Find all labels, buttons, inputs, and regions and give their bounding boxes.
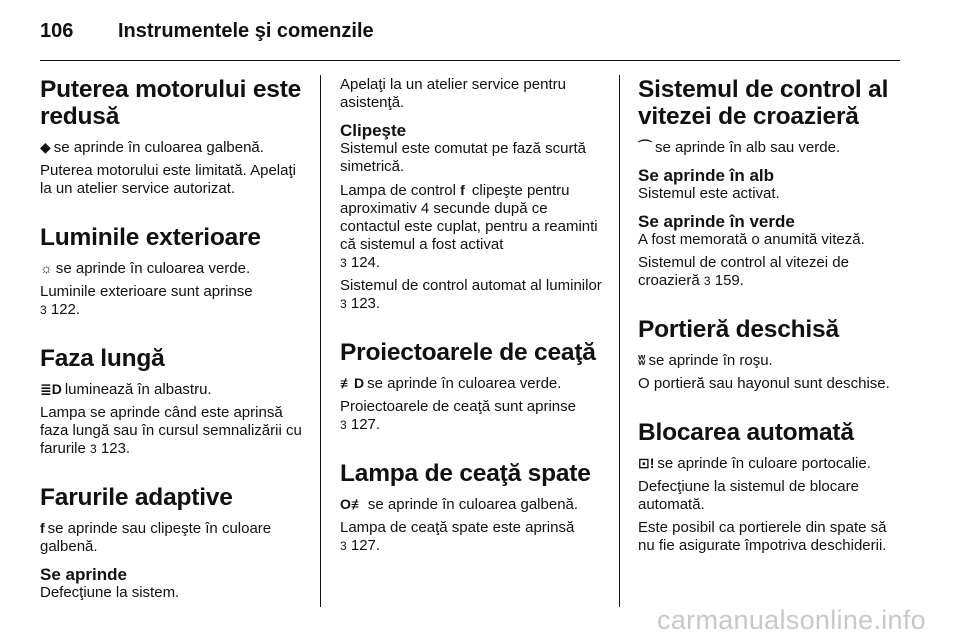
section-text — [340, 398, 608, 434]
section-text — [40, 380, 308, 399]
subsection-title: Se aprinde — [40, 565, 127, 584]
watermark: carmanualsonline.info — [657, 605, 926, 635]
section-text — [40, 283, 308, 319]
section-title-door-open: Portieră deschisă — [638, 316, 839, 343]
section-text — [638, 254, 906, 290]
section-text-line: Proiectoarele de ceaţă sunt aprinse — [340, 398, 576, 415]
section-text: Sistemul este activat. — [638, 185, 780, 202]
subsection-title: Se aprinde în alb — [638, 166, 775, 185]
section-title-high-beam: Faza lungă — [40, 345, 165, 372]
page-ref-link[interactable]: 127. — [350, 416, 381, 433]
rear-fog-icon: O≢ — [340, 496, 365, 512]
section-text — [638, 454, 906, 473]
section-text-line: se aprinde sau clipeşte în culoare galbenă. — [40, 520, 272, 555]
page-number: 106 — [40, 20, 74, 42]
column-2 — [340, 76, 608, 560]
page-ref-link[interactable]: 159. — [714, 272, 744, 289]
page-title: Instrumentele şi comenzile — [118, 20, 374, 42]
section-text-line: se aprinde în culoare portocalie. — [657, 455, 871, 472]
section-title-rear-fog: Lampa de ceaţă spate — [340, 460, 591, 487]
high-beam-icon: ≣D — [40, 381, 62, 397]
page-ref-link[interactable]: 123. — [350, 295, 381, 312]
auto-lock-icon: ⊡! — [638, 455, 655, 471]
section-text: Puterea motorului este limitată. Apelaţi la un atelier service autorizat. — [40, 162, 296, 197]
section-text — [340, 519, 608, 555]
section-text-line: se aprinde în culoarea verde. — [55, 260, 251, 277]
page-ref-link[interactable]: 127. — [350, 537, 381, 554]
section-text-line: se aprinde în roşu. — [648, 352, 773, 369]
section-text: Defecţiune la sistemul de blocare automată. — [638, 478, 859, 513]
adaptive-headlight-icon: f — [40, 520, 45, 536]
section-title-exterior-lights: Luminile exterioare — [40, 224, 261, 251]
column-divider-1 — [320, 75, 321, 607]
section-text — [638, 138, 906, 157]
section-text — [40, 404, 308, 458]
section-text — [340, 495, 608, 514]
section-text-line: Sistemul de control automat al luminilor — [340, 277, 602, 294]
section-text-line: se aprinde în culoarea verde. — [367, 375, 562, 392]
page-ref-arrow: 3 — [340, 256, 347, 270]
section-text — [340, 374, 608, 393]
section-text-line: Sistemul de control al vitezei de croazieră — [638, 254, 849, 289]
section-text: Defecţiune la sistem. — [40, 584, 180, 601]
page-ref-arrow: 3 — [40, 303, 47, 317]
section-text-line: se aprinde în culoarea galbenă. — [53, 139, 264, 156]
section-text-line: Luminile exterioare sunt aprinse — [40, 283, 253, 300]
page-ref-link[interactable]: 122. — [50, 301, 81, 318]
section-text-line: luminează în albastru. — [64, 381, 212, 398]
section-text-line: Lampa se aprinde când este aprinsă faza lungă sau în cursul semnalizării cu farurile — [40, 404, 302, 457]
section-text-line: Lampa de ceaţă spate este aprinsă — [340, 519, 575, 536]
section-text-line: Lampa de control — [340, 182, 456, 199]
header-rule — [40, 60, 900, 61]
page-header — [40, 20, 374, 46]
section-text: Sistemul este comutat pe fază scurtă simetrică. — [340, 140, 586, 175]
page-ref-arrow: 3 — [340, 539, 347, 553]
subsection-title: Se aprinde în verde — [638, 212, 795, 231]
cruise-control-icon: ⌒ — [638, 139, 652, 155]
column-3 — [638, 76, 906, 560]
section-text: O portieră sau hayonul sunt deschise. — [638, 375, 890, 392]
section-title-cruise-control: Sistemul de control al vitezei de croazieră — [638, 76, 889, 130]
section-text — [340, 277, 608, 313]
section-text-line: clipeşte pentru aproximativ 4 secunde după ce contactul este cuplat, pentru a reaminti că sistemul a fost activat — [340, 182, 598, 253]
section-text — [638, 351, 906, 370]
section-text — [340, 181, 608, 272]
page-ref-arrow: 3 — [340, 418, 347, 432]
exterior-lights-icon: ☼ — [40, 260, 53, 276]
adaptive-headlight-icon: f — [460, 182, 465, 198]
section-text: Este posibil ca portierele din spate să nu fie asigurate împotriva deschiderii. — [638, 519, 887, 554]
page-ref-arrow: 3 — [340, 297, 347, 311]
section-text — [40, 138, 308, 157]
section-title-front-fog: Proiectoarele de ceaţă — [340, 339, 596, 366]
column-1 — [40, 76, 308, 607]
door-open-icon: ʬ — [638, 352, 646, 368]
column-divider-2 — [619, 75, 620, 607]
section-title-engine-power: Puterea motorului este redusă — [40, 76, 302, 130]
front-fog-icon: ≢D — [340, 375, 365, 391]
section-title-adaptive-headlights: Farurile adaptive — [40, 484, 233, 511]
engine-power-icon: ◆ — [40, 139, 51, 155]
section-title-auto-lock: Blocarea automată — [638, 419, 854, 446]
page-ref-arrow: 3 — [703, 274, 711, 288]
page-ref-link[interactable]: 123. — [100, 440, 131, 457]
section-text: Apelaţi la un atelier service pentru asistenţă. — [340, 76, 566, 111]
section-text: A fost memorată o anumită viteză. — [638, 231, 865, 248]
page-ref-link[interactable]: 124. — [350, 254, 381, 271]
section-text-line: se aprinde în alb sau verde. — [655, 139, 841, 156]
section-text-line: se aprinde în culoarea galbenă. — [367, 496, 579, 513]
subsection-title: Clipeşte — [340, 121, 407, 140]
page-ref-arrow: 3 — [90, 442, 97, 456]
section-text — [40, 259, 308, 278]
section-text — [40, 519, 308, 556]
